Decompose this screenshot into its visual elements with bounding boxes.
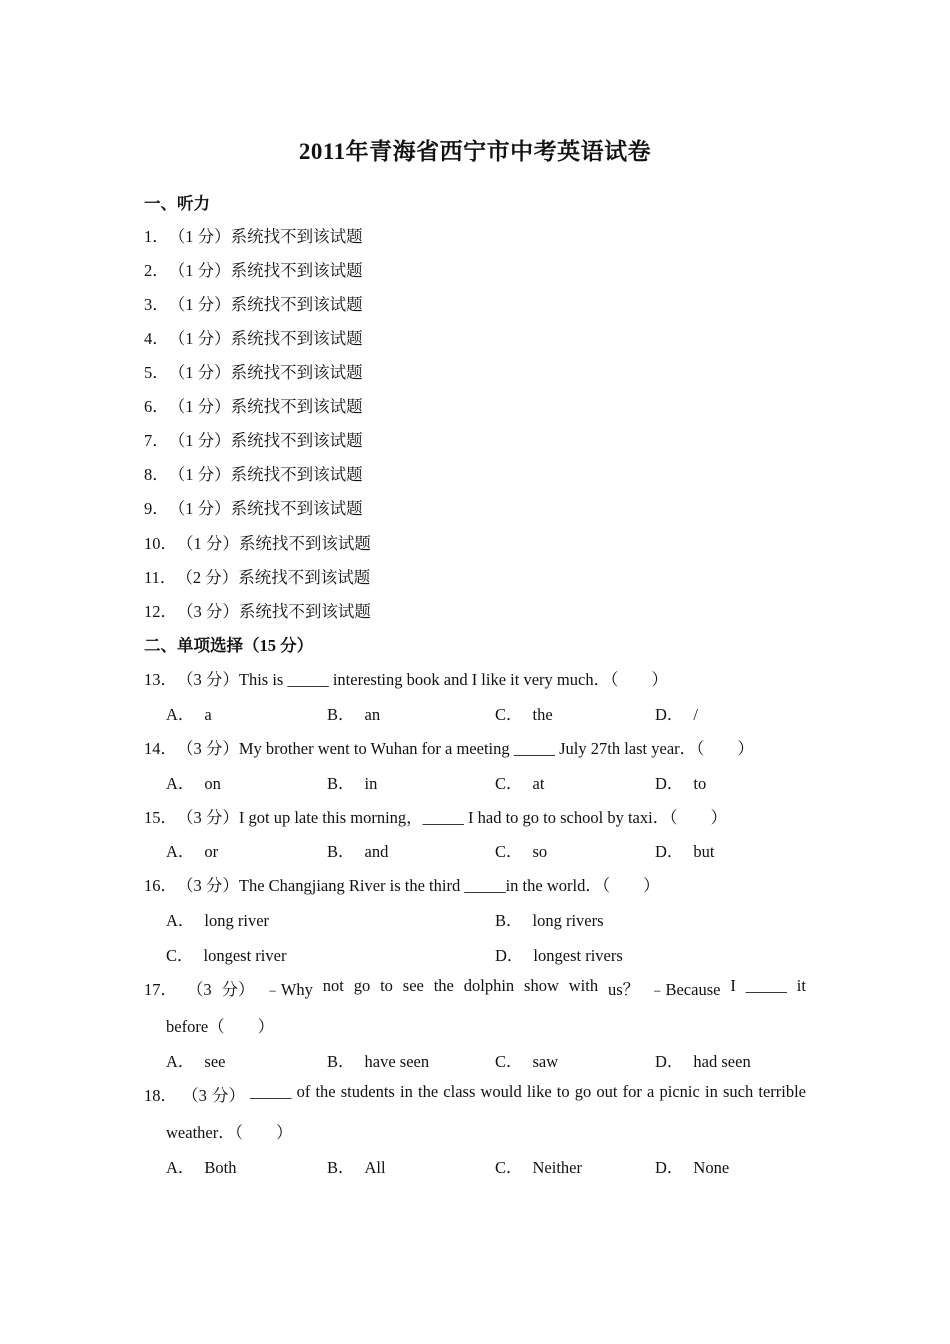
question-number: 14． — [144, 739, 177, 758]
word: （3 — [186, 980, 212, 999]
option-b[interactable] — [327, 1154, 386, 1178]
question-number: 3． — [144, 295, 169, 314]
option-letter: C． — [495, 774, 523, 793]
word: the — [315, 1082, 336, 1101]
option-letter: A． — [166, 774, 195, 793]
option-text: longest river — [203, 946, 287, 965]
option-letter: B． — [327, 705, 355, 724]
word: in — [704, 1082, 718, 1101]
word: like — [526, 1082, 552, 1101]
option-a[interactable] — [166, 1048, 226, 1072]
option-letter: C． — [495, 705, 523, 724]
option-d[interactable] — [655, 770, 706, 794]
question-8 — [144, 461, 363, 485]
option-letter: B． — [495, 911, 523, 930]
question-6 — [144, 393, 363, 417]
question-number: 13． — [144, 670, 177, 689]
answer-blank: _____ — [250, 1082, 292, 1101]
question-text: （3 分）I got up late this morning，_____ I had to go to school by taxi．（ ） — [177, 808, 727, 827]
word: the — [433, 976, 454, 995]
word: a — [647, 1082, 655, 1101]
question-17-line1 — [144, 976, 806, 1000]
option-letter: B． — [327, 1052, 355, 1071]
question-number: 5． — [144, 363, 169, 382]
question-9 — [144, 495, 363, 519]
option-letter: D． — [655, 774, 684, 793]
option-text: on — [204, 774, 221, 793]
question-text: （1 分）系统找不到该试题 — [168, 295, 363, 314]
word: class — [443, 1082, 476, 1101]
question-text: （1 分）系统找不到该试题 — [168, 465, 363, 484]
option-letter: C． — [495, 842, 523, 861]
word: it — [796, 976, 806, 995]
option-letter: A． — [166, 842, 195, 861]
word: such — [722, 1082, 754, 1101]
option-d[interactable] — [655, 701, 698, 725]
question-2 — [144, 257, 363, 281]
option-b[interactable] — [327, 701, 380, 725]
option-c[interactable] — [495, 1154, 582, 1178]
question-text: （1 分）系统找不到该试题 — [168, 499, 363, 518]
word: see — [402, 976, 424, 995]
option-text: All — [364, 1158, 386, 1177]
question-number: 16． — [144, 876, 177, 895]
option-text: but — [693, 842, 715, 861]
option-text: / — [693, 705, 699, 724]
word: ﹣Why — [264, 980, 313, 999]
word: I — [730, 976, 736, 995]
question-text: （3 分）This is _____ interesting book and I like it very much．（ ） — [177, 670, 668, 689]
option-text: None — [693, 1158, 730, 1177]
option-letter: A． — [166, 1158, 195, 1177]
option-text: long river — [204, 911, 270, 930]
option-b[interactable] — [327, 838, 388, 862]
word: to — [380, 976, 393, 995]
option-letter: A． — [166, 1052, 195, 1071]
option-text: long rivers — [532, 911, 604, 930]
question-7 — [144, 427, 363, 451]
question-number: 8． — [144, 465, 169, 484]
question-text: （1 分）系统找不到该试题 — [168, 431, 363, 450]
question-text: （1 分）系统找不到该试题 — [177, 534, 371, 553]
question-text: （1 分）系统找不到该试题 — [168, 329, 363, 348]
question-number: 7． — [144, 431, 169, 450]
question-text: （1 分）系统找不到该试题 — [168, 397, 363, 416]
option-letter: D． — [655, 1052, 684, 1071]
question-text: （3 分）The Changjiang River is the third _____in the world．（ ） — [177, 876, 660, 895]
question-text: （3 分）My brother went to Wuhan for a meeting _____ July 27th last year．（ ） — [177, 739, 754, 758]
option-b[interactable] — [495, 907, 604, 931]
question-5 — [144, 359, 363, 383]
option-letter: D． — [495, 946, 524, 965]
option-d[interactable] — [655, 1048, 751, 1072]
option-a[interactable] — [166, 907, 269, 931]
option-text: an — [364, 705, 381, 724]
option-text: to — [693, 774, 707, 793]
option-letter: B． — [327, 774, 355, 793]
option-d[interactable] — [495, 942, 623, 966]
question-number: 15． — [144, 808, 177, 827]
option-text: saw — [532, 1052, 559, 1071]
option-text: the — [532, 705, 553, 724]
question-18-line2: weather．（ ） — [166, 1123, 293, 1142]
word: go — [353, 976, 371, 995]
question-11 — [144, 564, 370, 588]
option-text: a — [204, 705, 212, 724]
word: ﹣Because — [648, 980, 721, 999]
question-text: （1 分）系统找不到该试题 — [168, 227, 363, 246]
word: go — [574, 1082, 592, 1101]
question-number: 11． — [144, 568, 177, 587]
word: us？ — [607, 980, 640, 999]
option-text: have seen — [364, 1052, 430, 1071]
option-letter: C． — [495, 1052, 523, 1071]
question-text: （3 分）系统找不到该试题 — [177, 602, 371, 621]
option-letter: D． — [655, 842, 684, 861]
answer-blank: _____ — [745, 976, 787, 995]
option-letter: C． — [495, 1158, 523, 1177]
option-a[interactable] — [166, 701, 212, 725]
question-number: 2． — [144, 261, 169, 280]
question-number: 12． — [144, 602, 177, 621]
option-text: or — [204, 842, 219, 861]
word: students — [340, 1082, 395, 1101]
option-d[interactable] — [655, 1154, 729, 1178]
option-b[interactable] — [327, 1048, 429, 1072]
question-17-line2: before（ ） — [166, 1017, 275, 1036]
question-13 — [144, 666, 668, 690]
question-12 — [144, 598, 371, 622]
option-a[interactable] — [166, 1154, 237, 1178]
option-text: Neither — [532, 1158, 582, 1177]
section-heading-listening: 一、听力 — [144, 194, 210, 213]
option-text: Both — [204, 1158, 237, 1177]
option-c[interactable] — [495, 770, 544, 794]
question-text: （2 分）系统找不到该试题 — [176, 568, 371, 587]
option-letter: B． — [327, 842, 355, 861]
word: 分） — [212, 1086, 246, 1105]
question-number: 10． — [144, 534, 177, 553]
word: 分） — [221, 980, 255, 999]
option-letter: D． — [655, 1158, 684, 1177]
option-c[interactable] — [495, 838, 547, 862]
question-16 — [144, 872, 660, 896]
word: out — [596, 1082, 618, 1101]
section-heading-multiple-choice: 二、单项选择（15 分） — [144, 636, 314, 655]
question-18-line1 — [144, 1082, 806, 1106]
option-text: in — [364, 774, 378, 793]
word: would — [480, 1082, 522, 1101]
question-1 — [144, 223, 363, 247]
word: show — [524, 976, 559, 995]
option-text: see — [204, 1052, 226, 1071]
question-15 — [144, 804, 727, 828]
page-title: 2011年青海省西宁市中考英语试卷 — [298, 139, 652, 164]
question-number: 6． — [144, 397, 169, 416]
option-text: so — [532, 842, 548, 861]
option-letter: C． — [166, 946, 194, 965]
question-number: 9． — [144, 499, 169, 518]
option-text: and — [364, 842, 389, 861]
option-c[interactable] — [166, 942, 286, 966]
question-number: 4． — [144, 329, 169, 348]
word: with — [568, 976, 599, 995]
option-letter: B． — [327, 1158, 355, 1177]
option-b[interactable] — [327, 770, 377, 794]
word: of — [296, 1082, 311, 1101]
option-text: had seen — [693, 1052, 751, 1071]
question-number: 1． — [144, 227, 169, 246]
option-letter: A． — [166, 911, 195, 930]
word: for — [622, 1082, 642, 1101]
question-number: 17． — [144, 980, 177, 999]
word: terrible — [758, 1082, 806, 1101]
question-text: （1 分）系统找不到该试题 — [168, 261, 363, 280]
word: dolphin — [463, 976, 515, 995]
question-14 — [144, 735, 754, 759]
word: the — [417, 1082, 439, 1101]
word: to — [556, 1082, 570, 1101]
option-text: longest rivers — [533, 946, 623, 965]
word: picnic — [659, 1082, 700, 1101]
question-3 — [144, 291, 363, 315]
option-text: at — [532, 774, 545, 793]
question-number: 18． — [144, 1086, 177, 1105]
option-c[interactable] — [495, 701, 553, 725]
question-10 — [144, 530, 371, 554]
word: not — [322, 976, 344, 995]
option-a[interactable] — [166, 770, 221, 794]
option-letter: A． — [166, 705, 195, 724]
word: （3 — [182, 1086, 207, 1105]
word: in — [400, 1082, 413, 1101]
question-text: （1 分）系统找不到该试题 — [168, 363, 363, 382]
question-4 — [144, 325, 363, 349]
option-d[interactable] — [655, 838, 715, 862]
option-letter: D． — [655, 705, 684, 724]
option-c[interactable] — [495, 1048, 558, 1072]
option-a[interactable] — [166, 838, 218, 862]
